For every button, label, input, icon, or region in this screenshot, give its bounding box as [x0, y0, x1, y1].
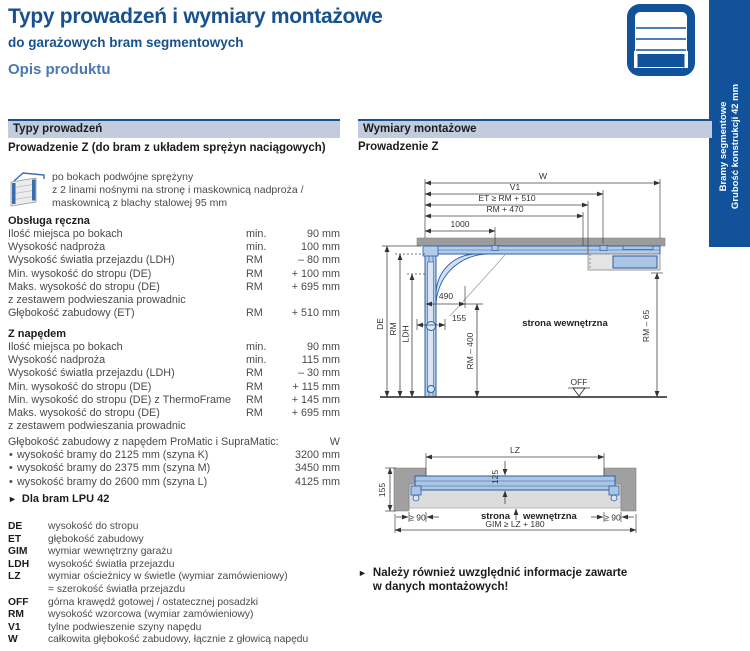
legend-row	[8, 571, 353, 596]
legend-row	[8, 634, 353, 647]
row-qual	[246, 294, 282, 307]
dim-490: 490	[438, 291, 454, 301]
table-row	[8, 341, 340, 354]
dim-ge90-left: ≥ 90	[409, 512, 426, 523]
dim-lz: LZ	[510, 445, 520, 455]
row-qual: min.	[246, 354, 267, 367]
off-label: OFF	[570, 377, 588, 387]
legend-desc: głębokość zabudowy	[48, 533, 144, 545]
dim-rm470: RM + 470	[486, 204, 524, 214]
sectional-door-icon	[626, 4, 696, 76]
row-qual: RM	[246, 407, 263, 420]
row-qual: RM	[246, 380, 263, 393]
feature-note	[52, 171, 340, 210]
legend-desc: wysokość do stropu	[48, 521, 139, 532]
legend-desc: całkowita głębokość zabudowy, łącznie z głowicą napędu	[48, 634, 309, 646]
mounting-note	[358, 566, 688, 594]
row-value: 100 mm	[300, 241, 340, 254]
arrow-right-icon: ►	[358, 568, 367, 578]
row-label: Wysokość światła przejazdu (LDH)	[8, 254, 175, 267]
dim-gim: GIM ≥ LZ + 180	[485, 519, 545, 529]
row-label: Ilość miejsca po bokach	[8, 341, 123, 353]
legend-desc: wysokość wzorcowa (wymiar zamówieniowy)	[48, 609, 254, 621]
row-value: + 145 mm	[291, 393, 340, 406]
for-doors-line	[8, 493, 109, 506]
legend-row	[8, 546, 353, 559]
for-doors-text: Dla bram LPU 42	[21, 493, 110, 505]
hanger-clip	[600, 246, 607, 251]
legend-desc	[48, 571, 353, 596]
legend-desc-line: wymiar ościeżnicy w świetle (wymiar zamówieniowy)	[48, 571, 288, 583]
mounting-note-line2: w danych montażowych!	[372, 581, 509, 593]
lintel-bracket	[423, 246, 438, 256]
dim-rm: RM	[388, 322, 398, 336]
dim-1000: 1000	[450, 219, 470, 229]
row-label: wysokość bramy do 2600 mm (szyna L)	[17, 475, 208, 488]
depth-table	[8, 436, 340, 489]
row-label: Min. wysokość do stropu (DE) z ThermoFrame	[8, 393, 231, 406]
row-label: z zestawem podwieszania prowadnic	[8, 294, 186, 307]
depth-header-row	[8, 436, 340, 449]
table-row	[8, 367, 340, 380]
row-qual: min.	[246, 241, 267, 254]
row-value: 90 mm	[307, 341, 340, 353]
plan-section-drawing	[358, 440, 658, 540]
row-value: – 30 mm	[297, 367, 340, 380]
side-tab-line2: Grubość konstrukcji 42 mm	[729, 83, 741, 210]
legend-abbr: OFF	[8, 596, 29, 608]
right-lead: Prowadzenie Z	[358, 141, 439, 153]
legend-desc: wymiar wewnętrzny garażu	[48, 546, 173, 558]
table-row	[8, 307, 340, 320]
dim-et: ET ≥ RM + 510	[478, 193, 536, 203]
legend-row	[8, 597, 353, 610]
powered-title: Z napędem	[8, 328, 67, 340]
section-title: Opis produktu	[8, 61, 111, 78]
row-value: 3200 mm	[294, 449, 340, 462]
table-row	[8, 394, 340, 407]
legend-abbr: LZ	[8, 571, 21, 583]
row-qual: min.	[246, 341, 267, 353]
row-qual: RM	[246, 254, 263, 267]
row-qual	[246, 420, 282, 433]
row-label: wysokość bramy do 2375 mm (szyna M)	[17, 462, 211, 475]
table-row	[8, 354, 340, 367]
feature-note-line: po bokach podwójne sprężyny	[52, 171, 194, 183]
table-row	[8, 254, 340, 267]
legend-row	[8, 622, 353, 635]
row-label: z zestawem podwieszania prowadnic	[8, 420, 186, 433]
legend-desc: górna krawędź gotowej / ostatecznej posadzki	[48, 596, 259, 608]
page-title: Typy prowadzeń i wymiary montażowe	[8, 5, 383, 28]
inside-label: strona wewnętrzna	[522, 318, 608, 329]
track-bracket-left	[411, 486, 421, 495]
row-value	[282, 420, 340, 433]
row-label: wysokość bramy do 2125 mm (szyna K)	[17, 449, 209, 462]
legend-abbr: LDH	[8, 558, 30, 570]
row-label: Wysokość nadproża	[8, 354, 106, 367]
depth-label: Głębokość zabudowy z napędem ProMatic i SupraMatic:	[8, 436, 279, 448]
dim-155: 155	[451, 313, 467, 323]
inside-label-1: strona	[480, 511, 510, 522]
dim-w: W	[538, 171, 548, 181]
inside-label-2: wewnętrzna	[523, 511, 577, 522]
arrow-right-icon: ►	[8, 494, 17, 504]
row-qual: RM	[246, 307, 263, 320]
row-value: 115 mm	[301, 354, 340, 367]
mounting-note-text	[373, 566, 627, 594]
side-tab	[709, 0, 750, 247]
row-value: + 115 mm	[292, 380, 340, 393]
legend-row	[8, 521, 353, 534]
row-label: Maks. wysokość do stropu (DE)	[8, 407, 160, 420]
row-value	[282, 294, 340, 307]
row-qual: RM	[246, 280, 263, 293]
dim-155: 155	[377, 482, 387, 498]
table-row	[8, 381, 340, 394]
spring-panel-icon	[8, 170, 48, 214]
hanger-clip	[492, 246, 498, 251]
side-tab-text	[709, 0, 750, 247]
feature-note-line: z 2 linami nośnymi na stronę i maskownicą nadproża /	[52, 184, 304, 196]
row-value: + 100 mm	[291, 267, 340, 280]
bullet-icon: •	[9, 462, 13, 475]
table-row	[8, 420, 340, 433]
table-row	[8, 281, 340, 294]
manual-title: Obsługa ręczna	[8, 215, 90, 227]
table-row	[8, 268, 340, 281]
dim-de: DE	[375, 318, 385, 330]
legend-abbr: W	[8, 634, 18, 646]
row-qual: RM	[246, 267, 263, 280]
table-row	[8, 294, 340, 307]
dim-rm65: RM – 65	[641, 309, 651, 343]
row-label: Min. wysokość do stropu (DE)	[8, 267, 152, 280]
dim-rm400: RM – 400	[465, 332, 475, 370]
row-value: 90 mm	[307, 228, 340, 240]
legend-abbr: DE	[8, 521, 23, 532]
row-value: + 695 mm	[291, 407, 340, 420]
dim-v1: V1	[509, 182, 521, 192]
left-section-bar: Typy prowadzeń	[8, 119, 340, 138]
legend-abbr: RM	[8, 609, 25, 621]
side-tab-line1: Bramy segmentowe	[717, 101, 729, 192]
table-row	[8, 449, 340, 462]
row-value: – 80 mm	[297, 254, 340, 267]
track-bracket-right	[609, 486, 619, 495]
roller	[428, 386, 435, 393]
legend-abbr: GIM	[8, 546, 28, 558]
manual-table	[8, 228, 340, 320]
dim-ge90-right: ≥ 90	[604, 512, 621, 523]
ceiling	[417, 238, 665, 246]
row-label: Ilość miejsca po bokach	[8, 228, 123, 240]
left-lead: Prowadzenie Z (do bram z układem sprężyn naciągowych)	[8, 142, 326, 154]
row-qual: RM	[246, 393, 263, 406]
legend-desc: tylne podwieszenie szyny napędu	[48, 621, 202, 633]
legend-desc: wysokość światła przejazdu	[48, 558, 175, 570]
bullet-icon: •	[9, 449, 13, 462]
row-label: Głębokość zabudowy (ET)	[8, 307, 135, 320]
legend-abbr: ET	[8, 533, 22, 545]
depth-col-header: W	[329, 436, 340, 448]
row-value: 3450 mm	[294, 462, 340, 475]
off-arrow-icon	[573, 388, 585, 396]
feature-note-line: maskownicą z blachy stalowej 95 mm	[52, 197, 228, 209]
row-label: Maks. wysokość do stropu (DE)	[8, 280, 160, 293]
legend-abbr: V1	[8, 621, 21, 633]
row-value: 4125 mm	[294, 475, 340, 488]
row-qual: min.	[246, 228, 267, 240]
table-row	[8, 476, 340, 489]
table-row	[8, 462, 340, 475]
side-section-drawing	[355, 166, 715, 414]
page-subtitle: do garażowych bram segmentowych	[8, 35, 244, 50]
row-value: + 695 mm	[291, 280, 340, 293]
dim-ldh: LDH	[400, 325, 411, 343]
row-label: Wysokość nadproża	[8, 241, 106, 254]
row-label: Min. wysokość do stropu (DE)	[8, 380, 152, 393]
mounting-note-line1: Należy również uwzględnić informacje zawarte	[372, 567, 628, 579]
powered-table	[8, 341, 340, 433]
right-section-bar: Wymiary montażowe	[358, 119, 712, 138]
row-qual: RM	[246, 367, 263, 380]
row-value: + 510 mm	[291, 307, 340, 320]
legend-row	[8, 559, 353, 572]
legend-row	[8, 609, 353, 622]
door-panel	[415, 476, 615, 490]
bullet-icon: •	[9, 475, 13, 488]
table-row	[8, 228, 340, 241]
roller	[427, 322, 436, 331]
operator-head	[613, 256, 657, 268]
row-label: Wysokość światła przejazdu (LDH)	[8, 367, 175, 380]
legend-row	[8, 534, 353, 547]
legend	[8, 521, 353, 647]
dim-125: 125	[490, 469, 500, 485]
table-row	[8, 241, 340, 254]
table-row	[8, 407, 340, 420]
legend-desc-line: = szerokość światła przejazdu	[48, 583, 186, 595]
